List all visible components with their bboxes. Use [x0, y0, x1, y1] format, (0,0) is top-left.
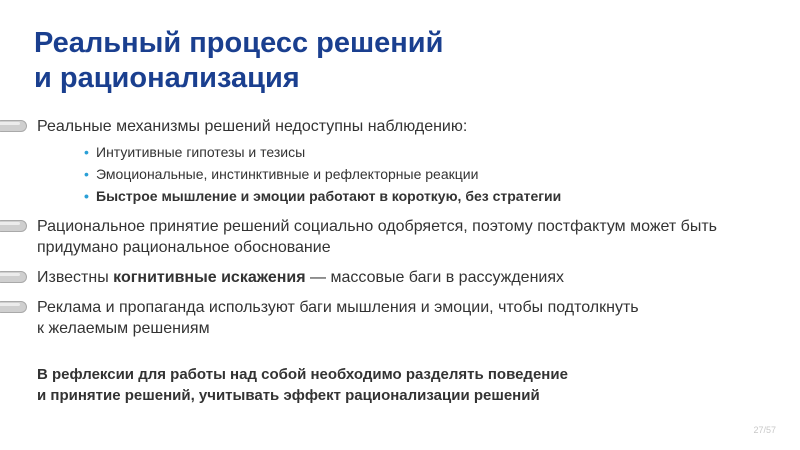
- sub-bullet-item-2: [37, 163, 780, 185]
- sub-bullet-item-1: [37, 141, 780, 163]
- slide-title: [34, 26, 443, 96]
- slide-title-line-2: и рационализация: [34, 62, 300, 94]
- pill-bullet-icon: [0, 301, 27, 313]
- pill-bullet-icon: [0, 220, 27, 232]
- bullet-item-4: [0, 297, 780, 339]
- slide-title-line-1: Реальный процесс решений: [34, 27, 444, 59]
- conclusion-line-1: В рефлексии для работы над собой необходимо разделять поведение: [37, 366, 568, 383]
- bullet-item-2: [0, 216, 780, 258]
- bullet-item-1-text: Реальные механизмы решений недоступны наблюдению:: [37, 118, 468, 135]
- sub-bullet-item-3: [37, 185, 780, 207]
- sub-bullet-item-2-text: Эмоциональные, инстинктивные и рефлекторные реакции: [96, 166, 479, 182]
- bullet-item-3-prefix: Известны: [37, 269, 114, 286]
- bullet-item-4-line-1: Реклама и пропаганда используют баги мышления и эмоции, чтобы подтолкнуть: [37, 299, 639, 316]
- pill-bullet-icon: [0, 120, 27, 132]
- bullet-item-3-bold: когнитивные искажения: [113, 269, 306, 286]
- bullet-item-3: [0, 267, 780, 288]
- dot-bullet-icon: •: [84, 144, 89, 160]
- conclusion-text: [37, 364, 737, 406]
- pill-bullet-icon: [0, 271, 27, 283]
- sub-bullet-list: [37, 141, 780, 207]
- dot-bullet-icon: •: [84, 188, 89, 204]
- page-number: 27/57: [753, 425, 776, 435]
- bullet-item-1: [0, 116, 780, 207]
- bullet-item-4-line-2: к желаемым решениям: [37, 320, 210, 337]
- sub-bullet-item-3-text: Быстрое мышление и эмоции работают в короткую, без стратегии: [96, 188, 562, 204]
- bullet-list: [0, 116, 780, 339]
- sub-bullet-item-1-text: Интуитивные гипотезы и тезисы: [96, 144, 306, 160]
- bullet-item-3-suffix: — массовые баги в рассуждениях: [305, 269, 565, 286]
- bullet-item-2-line-2: придумано рациональное обоснование: [37, 239, 331, 256]
- bullet-item-2-line-1: Рациональное принятие решений социально одобряется, поэтому постфактум может быть: [37, 218, 717, 235]
- conclusion-line-2: и принятие решений, учитывать эффект рационализации решений: [37, 387, 540, 404]
- dot-bullet-icon: •: [84, 166, 89, 182]
